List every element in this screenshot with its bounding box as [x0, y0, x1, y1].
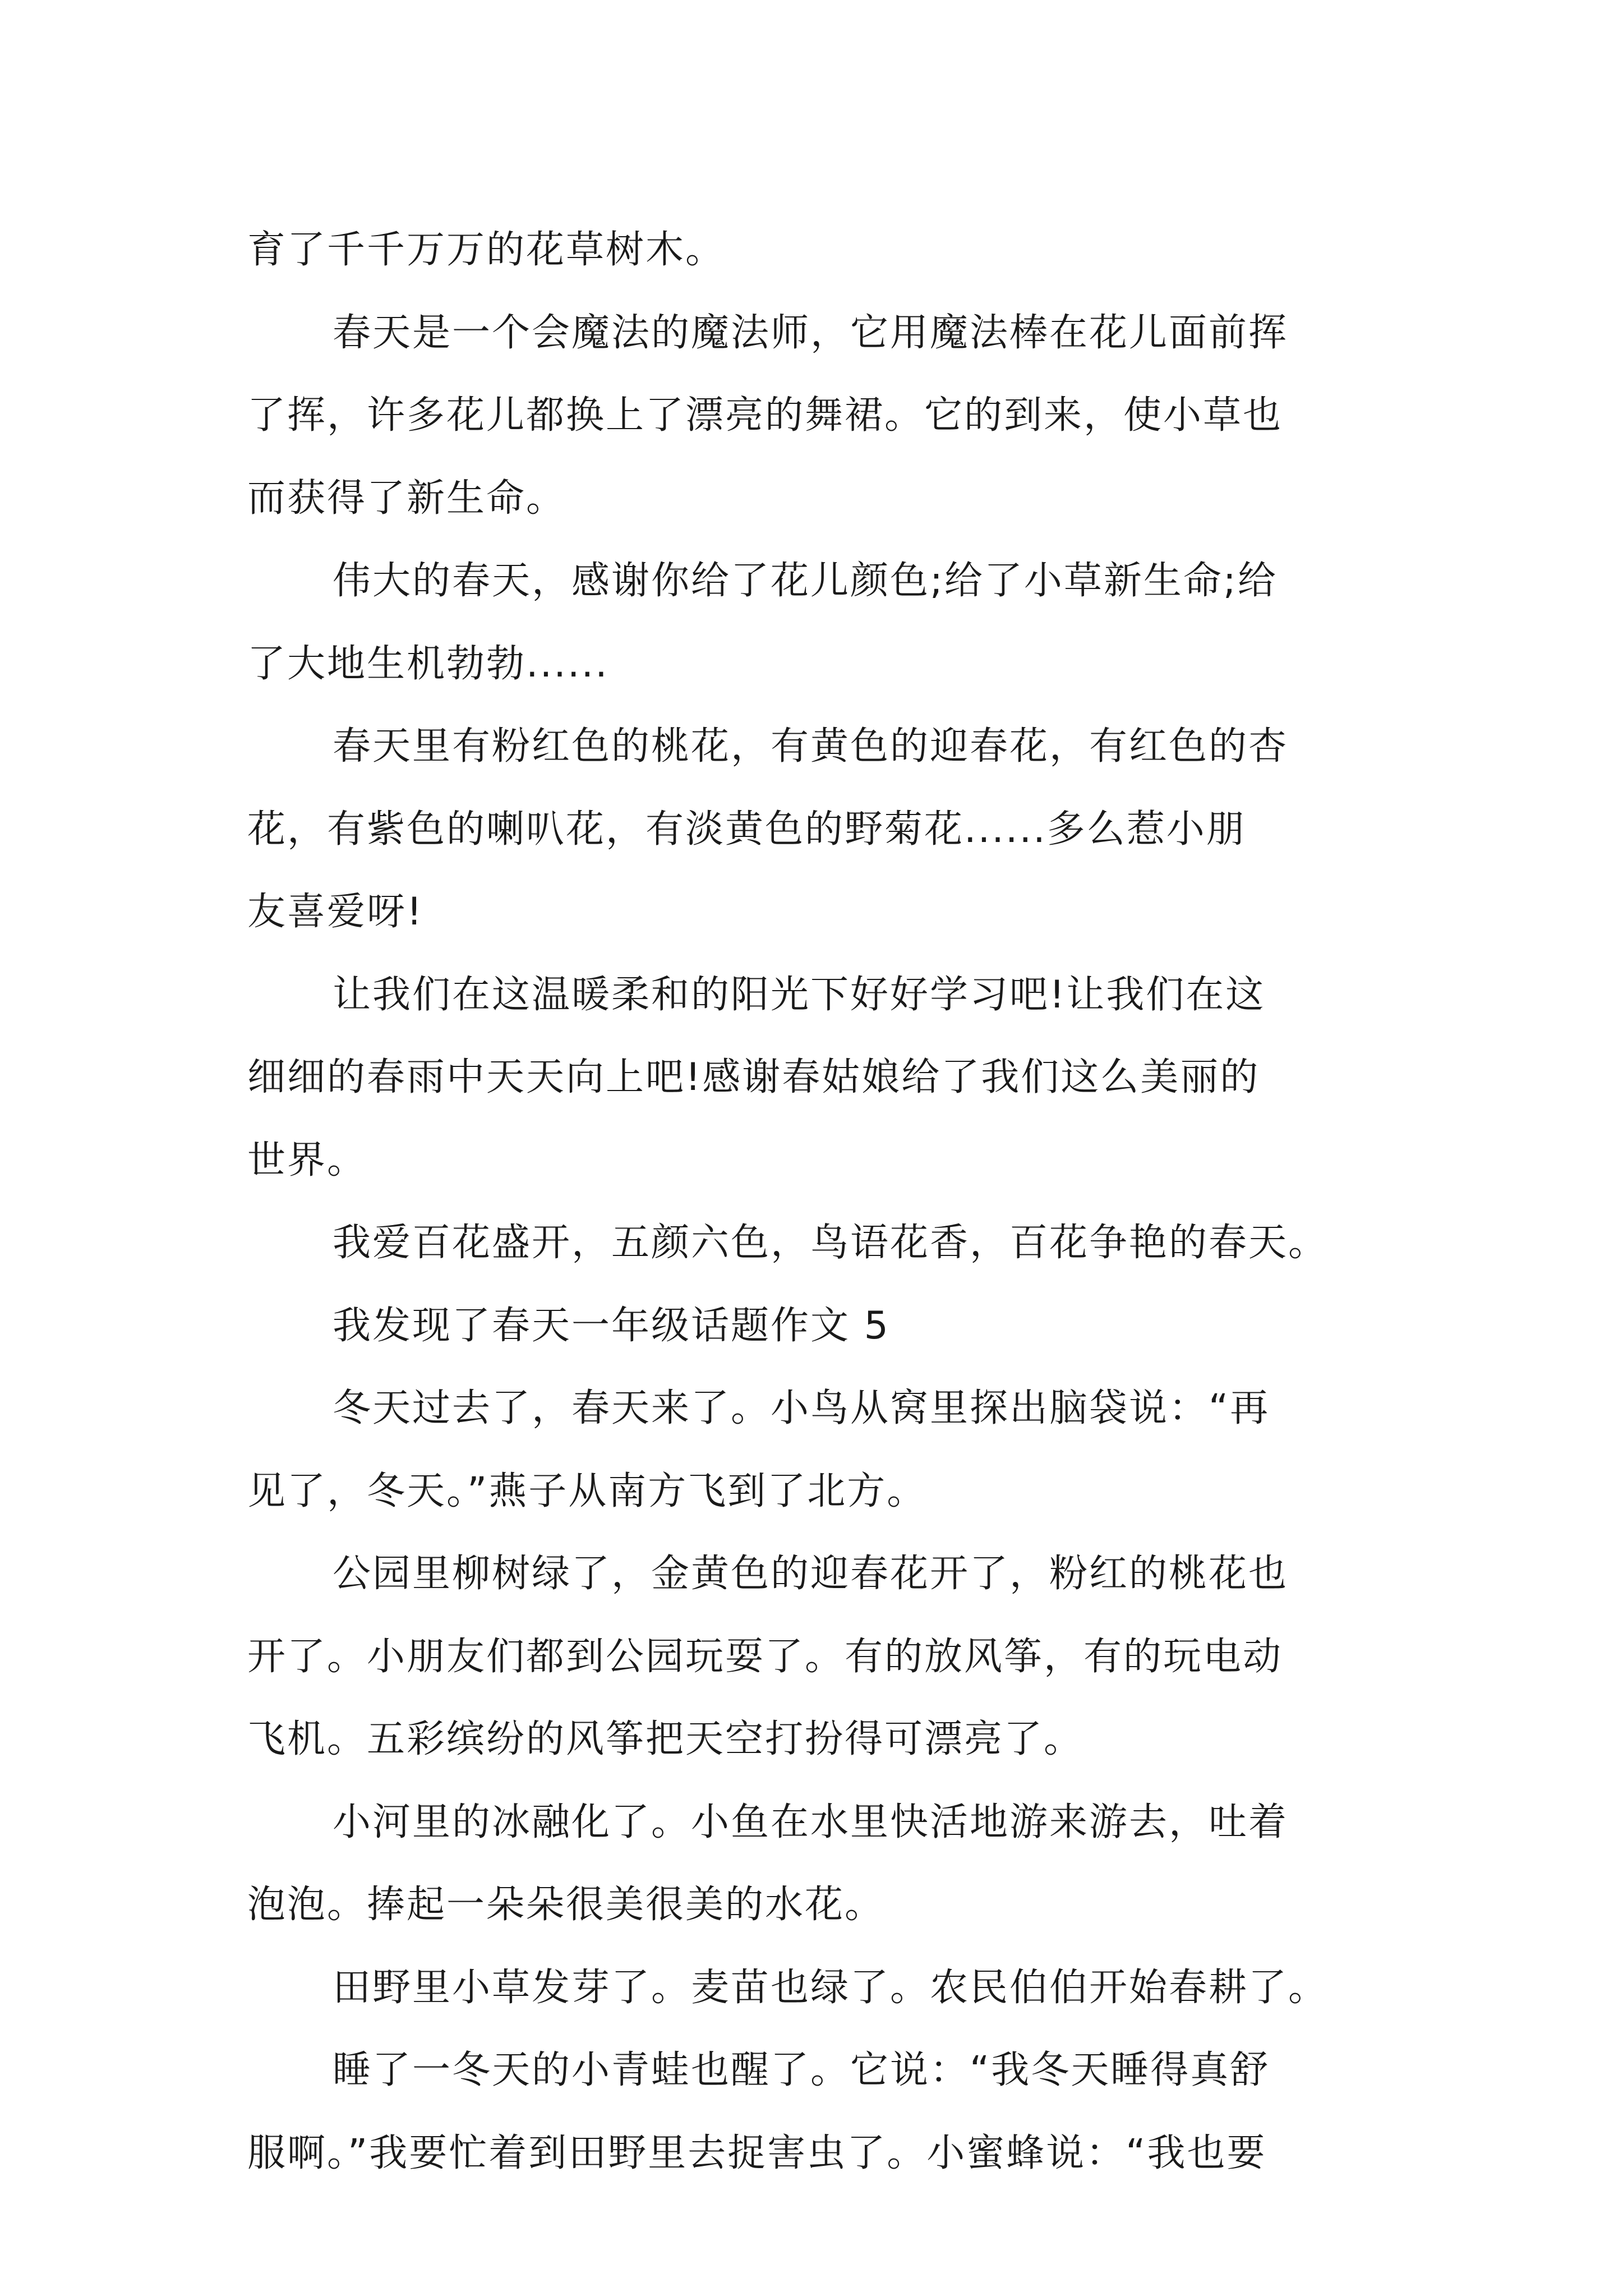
text-line: 了挥，许多花儿都换上了漂亮的舞裙。它的到来，使小草也 — [247, 393, 1283, 438]
text-line: 公园里柳树绿了，金黄色的迎春花开了，粉红的桃花也 — [333, 1552, 1289, 1596]
text-line: 见了，冬天。”燕子从南方飞到了北方。 — [247, 1469, 927, 1513]
text-line: 世界。 — [247, 1138, 367, 1182]
text-line: 让我们在这温暖柔和的阳光下好好学习吧!让我们在这 — [333, 972, 1266, 1017]
document-body — [247, 209, 1391, 2194]
text-line: 细细的春雨中天天向上吧!感谢春姑娘给了我们这么美丽的 — [247, 1055, 1260, 1099]
text-line: 了大地生机勃勃...... — [247, 641, 609, 686]
text-line: 春天是一个会魔法的魔法师，它用魔法棒在花儿面前挥 — [333, 310, 1289, 355]
text-line: 泡泡。捧起一朵朵很美很美的水花。 — [247, 1883, 885, 1927]
text-line: 我爱百花盛开，五颜六色，鸟语花香，百花争艳的春天。 — [333, 1221, 1329, 1265]
text-line: 小河里的冰融化了。小鱼在水里快活地游来游去，吐着 — [333, 1800, 1289, 1844]
section-heading: 我发现了春天一年级话题作文 5 — [333, 1303, 890, 1348]
text-line: 花，有紫色的喇叭花，有淡黄色的野菊花......多么惹小朋 — [247, 807, 1246, 852]
text-line: 伟大的春天，感谢你给了花儿颜色;给了小草新生命;给 — [333, 559, 1278, 603]
text-line: 开了。小朋友们都到公园玩耍了。有的放风筝，有的玩电动 — [247, 1634, 1283, 1679]
text-line: 服啊。”我要忙着到田野里去捉害虫了。小蜜蜂说：“我也要 — [247, 2131, 1267, 2175]
text-line: 友喜爱呀! — [247, 890, 424, 934]
text-line: 田野里小草发芽了。麦苗也绿了。农民伯伯开始春耕了。 — [333, 1965, 1329, 2010]
text-line: 睡了一冬天的小青蛙也醒了。它说：“我冬天睡得真舒 — [333, 2048, 1270, 2092]
text-line: 而获得了新生命。 — [247, 476, 566, 521]
text-line: 育了千千万万的花草树木。 — [247, 228, 726, 272]
text-line: 飞机。五彩缤纷的风筝把天空打扮得可漂亮了。 — [247, 1717, 1084, 1761]
text-line: 春天里有粉红色的桃花，有黄色的迎春花，有红色的杏 — [333, 724, 1289, 769]
text-line: 冬天过去了，春天来了。小鸟从窝里探出脑袋说：“再 — [333, 1386, 1270, 1430]
